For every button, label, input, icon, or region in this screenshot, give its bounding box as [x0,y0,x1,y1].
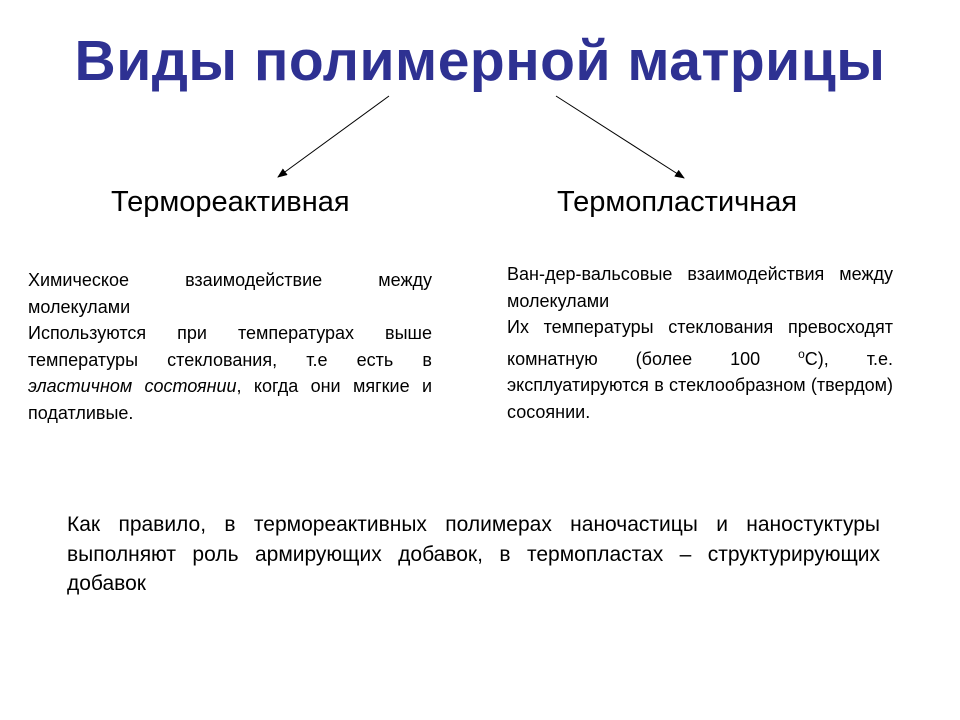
heading-thermoset: Термореактивная [111,186,350,218]
thermoset-line2: Используются при температурах выше температуры стеклования, т.е есть в эластичном состоянии, когда они мягкие и податливые. [28,323,432,423]
degree-superscript: о [798,346,805,361]
thermoplastic-line2: Их температуры стеклования превосходят комнатную (более 100 $^о$С), т.е. эксплуатируются в стеклообразном (твердом) сосоянии. [507,317,893,422]
summary-text: Как правило, в термореактивных полимерах наночастицы и наностуктуры выполняют роль армирующих добавок, в термопластах – структурирующих добавок [67,513,880,595]
thermoset-line1: Химическое взаимодействие между молекулами [28,270,432,317]
thermoplastic-description [507,261,893,425]
thermoplastic-line1: Ван-дер-вальсовые взаимодействия между молекулами [507,264,893,311]
slide-title: Виды полимерной матрицы [74,29,886,93]
arrow-left [278,96,389,177]
elastic-state-text: эластичном состоянии [28,376,237,396]
heading-thermoplastic: Термопластичная [557,186,798,218]
arrow-right [556,96,684,178]
thermoset-description [28,267,432,426]
